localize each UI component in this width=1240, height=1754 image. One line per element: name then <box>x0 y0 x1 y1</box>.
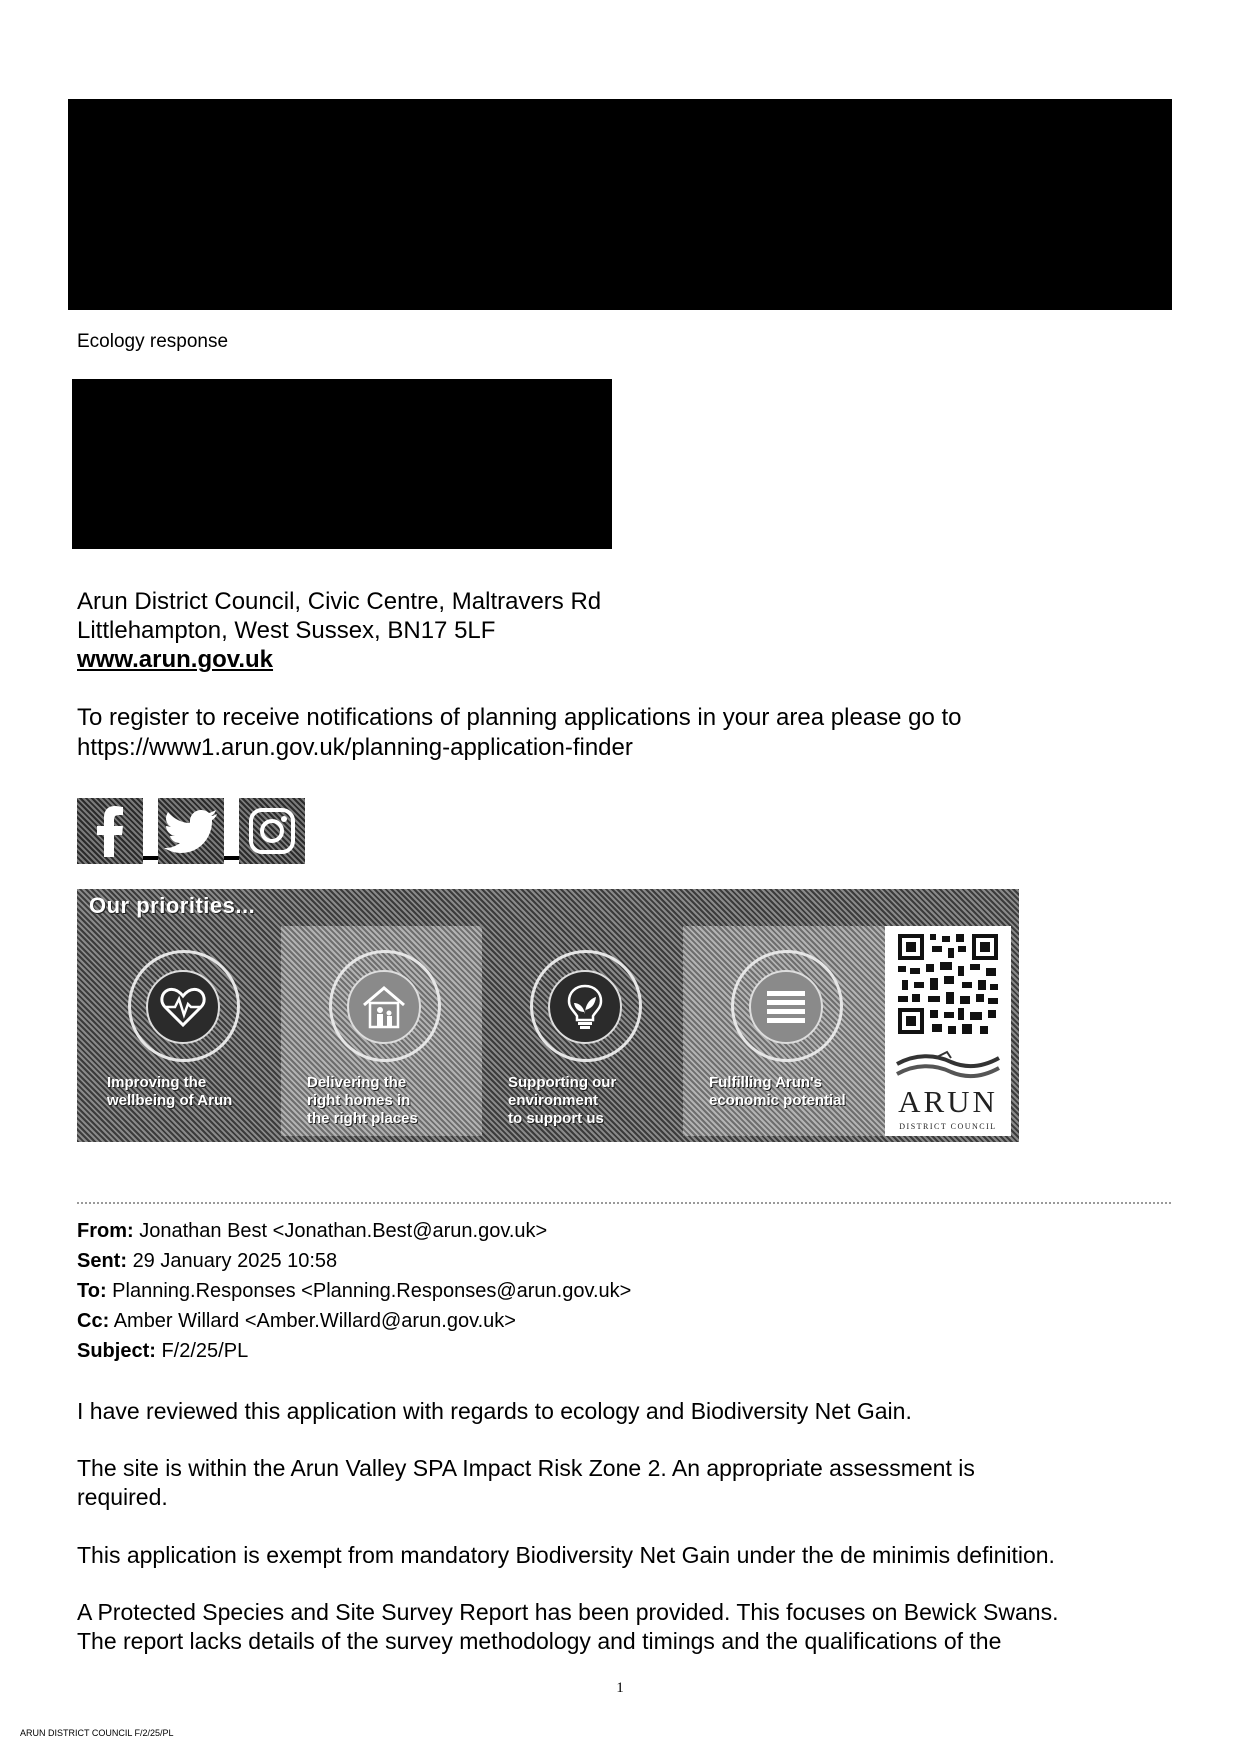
body-paragraph: I have reviewed this application with regards to ecology and Biodiversity Net Gain. <box>77 1398 912 1424</box>
redaction-block-top <box>68 99 1172 310</box>
arun-logo-subtitle: DISTRICT COUNCIL <box>899 1122 997 1131</box>
page-number: 1 <box>616 1680 624 1696</box>
house-family-icon <box>347 970 421 1044</box>
arun-logo-panel <box>885 926 1011 1136</box>
website-link[interactable]: www.arun.gov.uk <box>77 646 274 673</box>
body-paragraph: This application is exempt from mandatory Biodiversity Net Gain under the de minimis definition. <box>77 1542 1055 1568</box>
document-title: Ecology response <box>77 331 229 352</box>
council-address <box>77 587 601 674</box>
register-url[interactable]: https://www1.arun.gov.uk/planning-application-finder <box>77 734 633 761</box>
priority-label: Delivering the right homes in the right places <box>307 1074 418 1127</box>
economy-icon <box>749 970 823 1044</box>
heart-pulse-icon <box>146 970 220 1044</box>
priority-environment <box>482 926 683 1136</box>
arun-wave-logo-icon <box>895 1050 1001 1084</box>
email-divider <box>77 1202 1171 1204</box>
priority-economy <box>683 926 885 1136</box>
priority-label: Fulfilling Arun's economic potential <box>709 1074 846 1109</box>
priorities-title: Our priorities... <box>89 893 256 918</box>
priority-label: Improving the wellbeing of Arun <box>107 1074 233 1109</box>
email-cc-row: Cc: Amber Willard <Amber.Willard@arun.gov.uk> <box>77 1310 516 1332</box>
email-to-row: To: Planning.Responses <Planning.Responses@arun.gov.uk> <box>77 1280 632 1302</box>
separator <box>143 856 158 860</box>
email-subject-row: Subject: F/2/25/PL <box>77 1340 249 1362</box>
priority-label: Supporting our environment to support us <box>508 1074 617 1127</box>
email-sent-row: Sent: 29 January 2025 10:58 <box>77 1250 338 1272</box>
twitter-icon[interactable] <box>158 798 224 864</box>
priorities-banner <box>77 889 1019 1142</box>
arun-logo-word: ARUN <box>898 1084 998 1119</box>
email-from-row: From: Jonathan Best <Jonathan.Best@arun.gov.uk> <box>77 1220 548 1242</box>
address-line-2: Littlehampton, West Sussex, BN17 5LF <box>77 617 496 644</box>
register-text: To register to receive notifications of planning applications in your area please go to <box>77 704 962 731</box>
redaction-block-signature <box>72 379 612 549</box>
priority-homes <box>281 926 482 1136</box>
body-paragraph: A Protected Species and Site Survey Report has been provided. This focuses on Bewick Swans. The report lacks details of the survey methodology and timings and the qualifications of the <box>77 1599 1059 1654</box>
footer-reference: ARUN DISTRICT COUNCIL F/2/25/PL <box>20 1728 174 1738</box>
facebook-icon[interactable] <box>77 798 143 864</box>
body-paragraph: The site is within the Arun Valley SPA Impact Risk Zone 2. An appropriate assessment is required. <box>77 1455 975 1510</box>
priority-wellbeing <box>81 926 281 1136</box>
address-line-1: Arun District Council, Civic Centre, Maltravers Rd <box>77 588 602 615</box>
register-notice <box>77 703 1157 763</box>
social-links <box>77 789 305 864</box>
qr-code-icon[interactable] <box>896 932 1000 1036</box>
lightbulb-leaf-icon <box>548 970 622 1044</box>
instagram-icon[interactable] <box>239 798 305 864</box>
separator <box>224 856 239 860</box>
email-header <box>77 1216 631 1366</box>
